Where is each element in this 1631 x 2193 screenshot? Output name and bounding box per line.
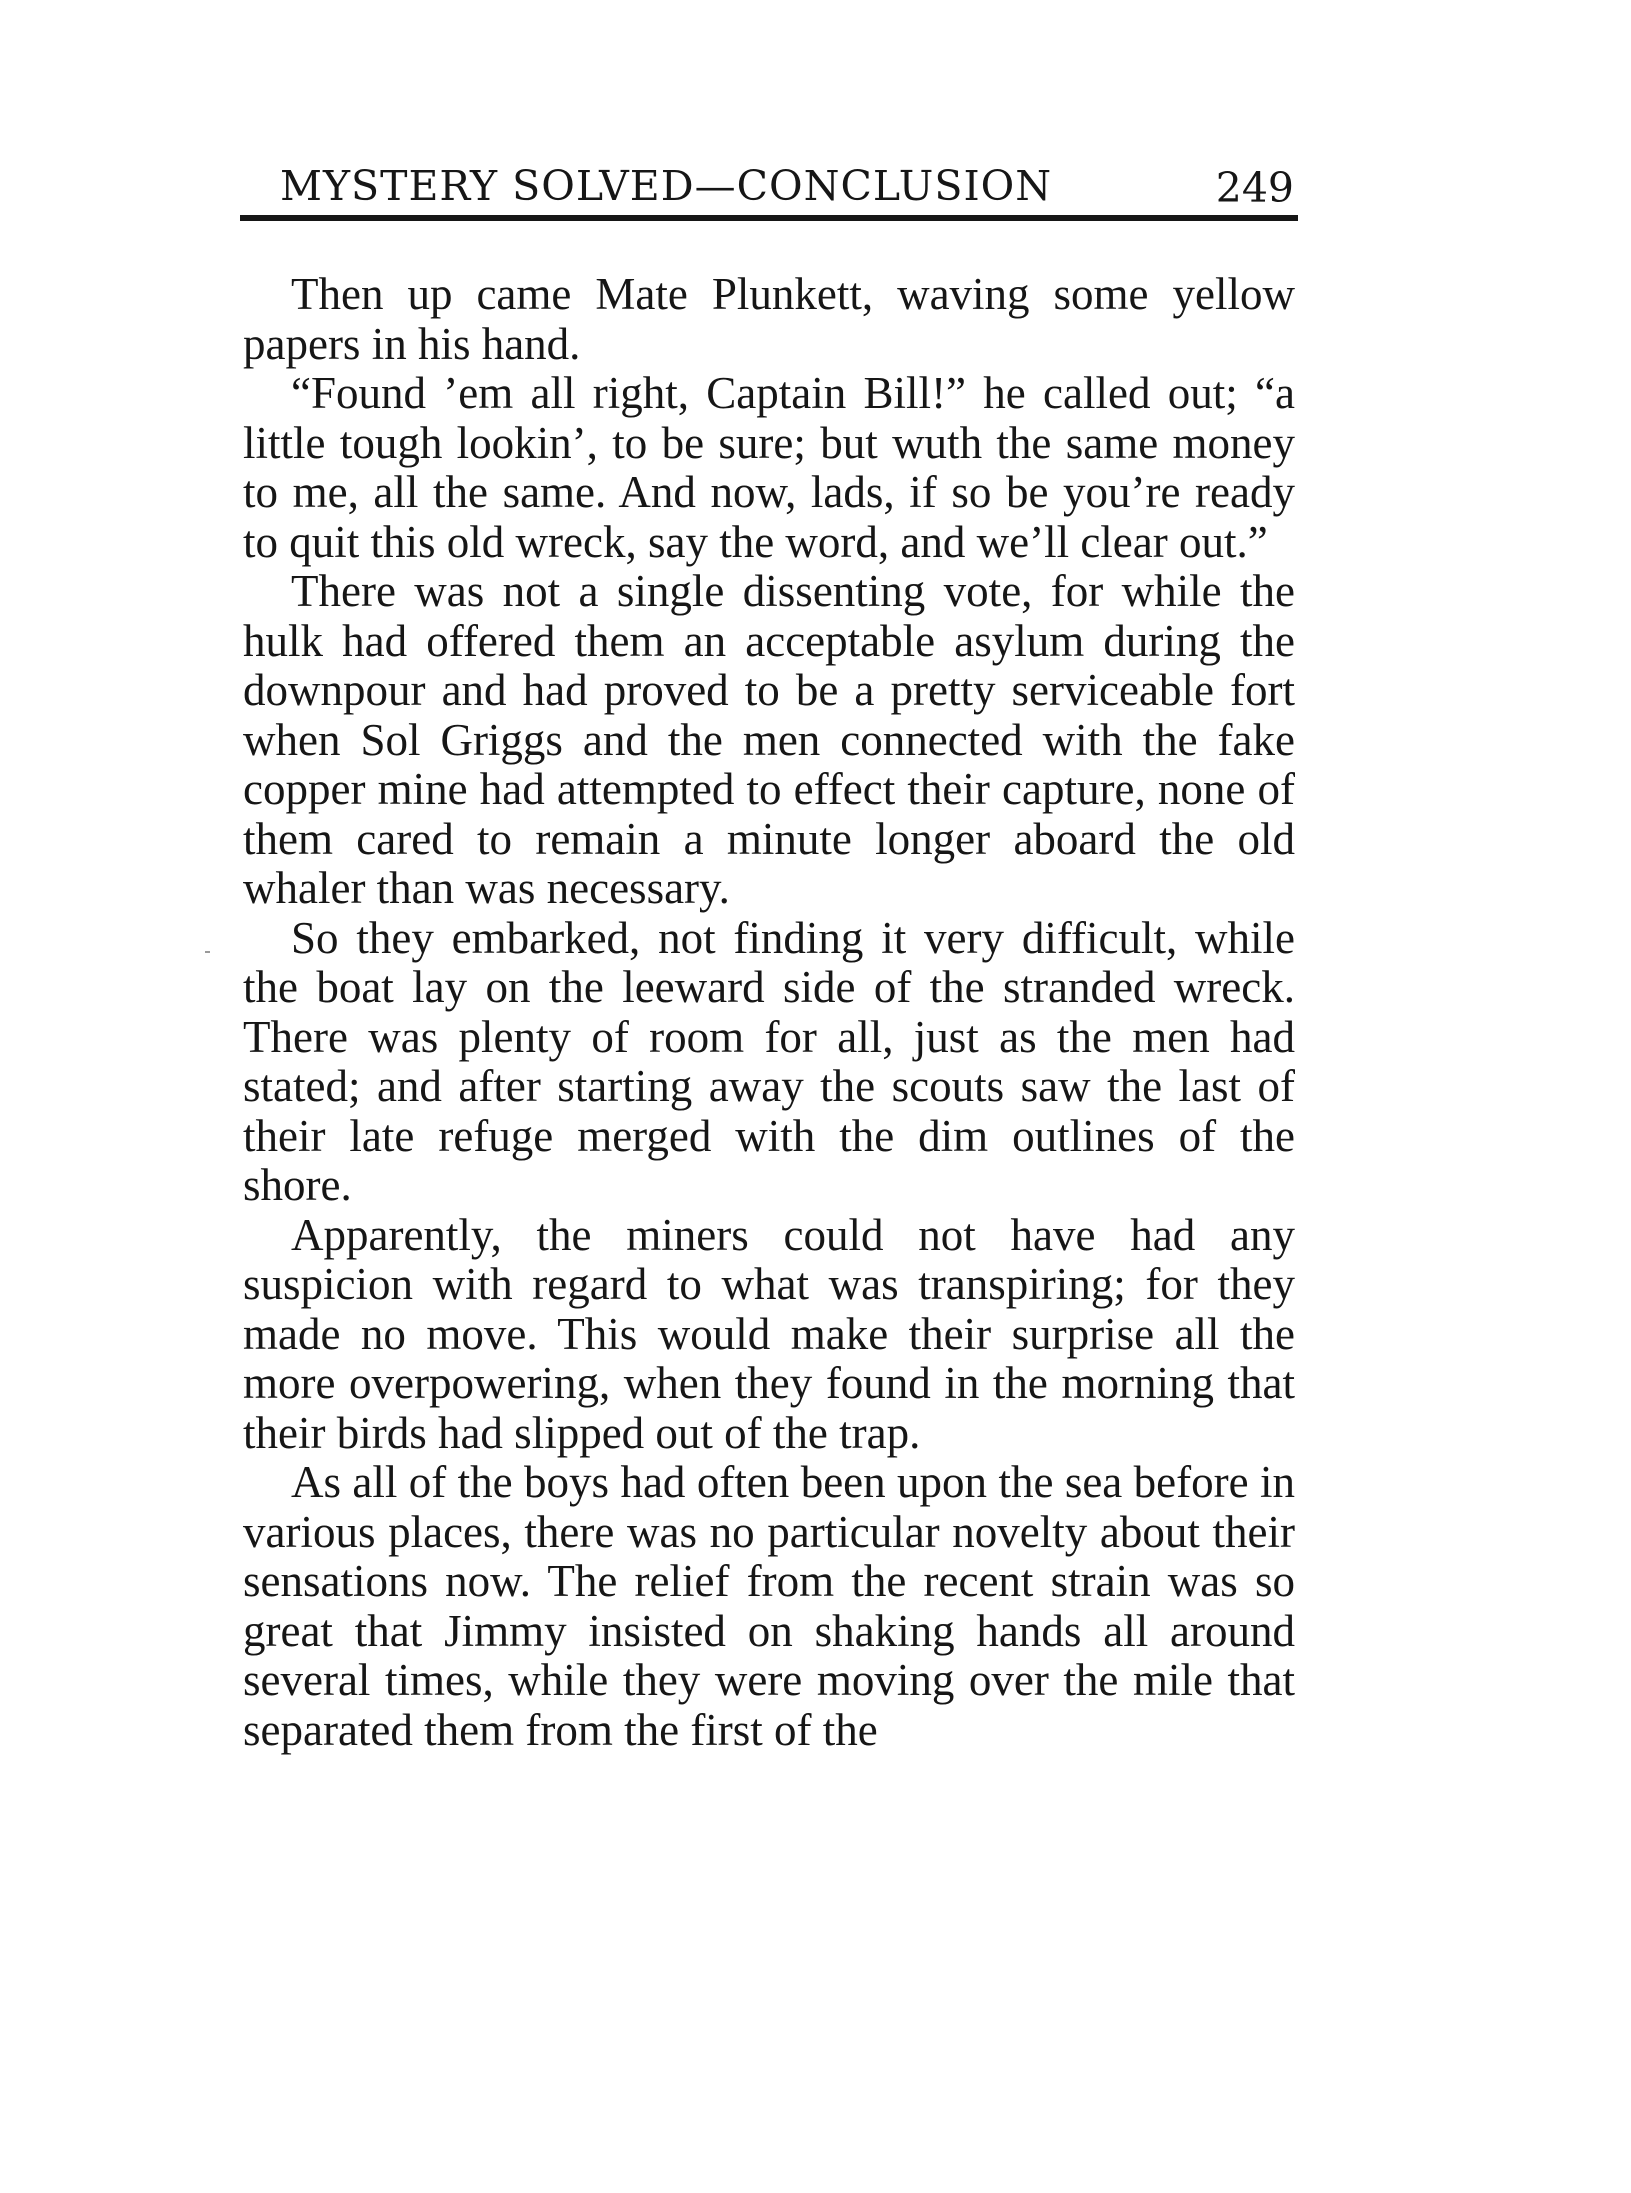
paragraph: As all of the boys had often been upon the sea before in various places, there was no particular novelty about their sensations now. The relief from the recent strain was so great that Jimmy insisted on shaking hands all around several times, while they were moving over the mile that separated them from the first of the — [243, 1457, 1295, 1755]
page-number: 249 — [1215, 164, 1294, 212]
paragraph: There was not a single dissenting vote, for while the hulk had offered them an acceptable asylum during the downpour and had proved to be a pretty serviceable fort when Sol Griggs and the men connected with the fake copper mine had attempted to effect their capture, none of them cared to remain a minute longer aboard the old whaler than was necessary. — [243, 566, 1295, 913]
paragraph: Apparently, the miners could not have had any suspicion with regard to what was transpiring; for they made no move. This would make their surprise all the more overpowering, when they found in the morning that their birds had slipped out of the trap. — [243, 1209, 1295, 1458]
running-title: MYSTERY SOLVED—CONCLUSION — [280, 162, 1053, 210]
body-text — [243, 270, 1295, 1755]
margin-mark — [205, 951, 210, 953]
paragraph: “Found ’em all right, Captain Bill!” he called out; “a little tough lookin’, to be sure; but wuth the same money to me, all the same. And now, lads, if so be you’re ready to quit this old wreck, say the word, and we’ll clear out.” — [243, 368, 1295, 567]
paragraph: So they embarked, not finding it very difficult, while the boat lay on the leeward side of the stranded wreck. There was plenty of room for all, just as the men had stated; and after starting away the scouts saw the last of their late refuge merged with the dim outlines of the shore. — [243, 912, 1295, 1210]
header-rule — [240, 215, 1298, 221]
paragraph: Then up came Mate Plunkett, waving some yellow papers in his hand. — [243, 269, 1295, 369]
page-header — [240, 158, 1298, 218]
